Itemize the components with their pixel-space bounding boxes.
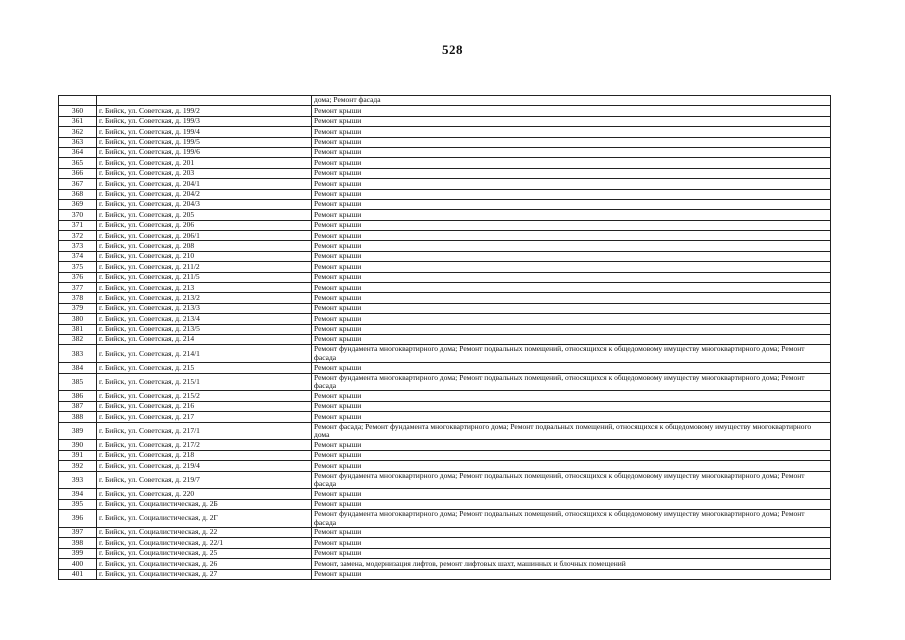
table-row <box>59 241 831 251</box>
work-type-cell: Ремонт крыши <box>312 303 831 313</box>
address-cell: г. Бийск, ул. Советская, д. 218 <box>97 450 312 460</box>
address-cell: г. Бийск, ул. Советская, д. 203 <box>97 168 312 178</box>
table-row <box>59 210 831 220</box>
table-row <box>59 231 831 241</box>
address-cell: г. Бийск, ул. Советская, д. 204/1 <box>97 179 312 189</box>
row-number-cell: 378 <box>59 293 97 303</box>
table-row <box>59 293 831 303</box>
table-row <box>59 373 831 391</box>
address-cell: г. Бийск, ул. Советская, д. 217/1 <box>97 422 312 440</box>
table-row <box>59 137 831 147</box>
work-type-cell: Ремонт крыши <box>312 314 831 324</box>
row-number-cell: 389 <box>59 422 97 440</box>
work-type-cell: Ремонт крыши <box>312 241 831 251</box>
row-number-cell: 363 <box>59 137 97 147</box>
table-row <box>59 116 831 126</box>
work-type-cell: Ремонт крыши <box>312 158 831 168</box>
row-number-cell: 394 <box>59 489 97 499</box>
address-cell: г. Бийск, ул. Советская, д. 211/2 <box>97 262 312 272</box>
work-type-cell: Ремонт крыши <box>312 231 831 241</box>
row-number-cell: 381 <box>59 324 97 334</box>
row-number-cell: 399 <box>59 548 97 558</box>
row-number-cell: 400 <box>59 559 97 569</box>
work-type-cell: Ремонт крыши <box>312 272 831 282</box>
work-type-cell: Ремонт крыши <box>312 450 831 460</box>
address-cell: г. Бийск, ул. Советская, д. 213/4 <box>97 314 312 324</box>
work-type-cell: Ремонт крыши <box>312 127 831 137</box>
row-number-cell: 395 <box>59 499 97 509</box>
address-cell: г. Бийск, ул. Советская, д. 219/4 <box>97 461 312 471</box>
table-row <box>59 559 831 569</box>
row-number-cell: 376 <box>59 272 97 282</box>
table-row <box>59 489 831 499</box>
work-type-cell: Ремонт крыши <box>312 324 831 334</box>
row-number-cell <box>59 96 97 106</box>
work-type-cell: Ремонт крыши <box>312 440 831 450</box>
table-row <box>59 527 831 537</box>
table-row <box>59 510 831 528</box>
row-number-cell: 387 <box>59 401 97 411</box>
address-cell: г. Бийск, ул. Советская, д. 213/5 <box>97 324 312 334</box>
table-row <box>59 363 831 373</box>
address-cell: г. Бийск, ул. Советская, д. 206/1 <box>97 231 312 241</box>
row-number-cell: 379 <box>59 303 97 313</box>
table-row <box>59 461 831 471</box>
address-cell: г. Бийск, ул. Советская, д. 213 <box>97 283 312 293</box>
table-row <box>59 538 831 548</box>
table-row <box>59 272 831 282</box>
row-number-cell: 367 <box>59 179 97 189</box>
work-type-cell: Ремонт крыши <box>312 262 831 272</box>
work-type-cell: дома; Ремонт фасада <box>312 96 831 106</box>
work-type-cell: Ремонт крыши <box>312 199 831 209</box>
address-cell: г. Бийск, ул. Советская, д. 204/2 <box>97 189 312 199</box>
row-number-cell: 371 <box>59 220 97 230</box>
address-cell: г. Бийск, ул. Социалистическая, д. 26 <box>97 559 312 569</box>
page-number: 528 <box>442 42 463 57</box>
address-cell: г. Бийск, ул. Советская, д. 201 <box>97 158 312 168</box>
table-row <box>59 324 831 334</box>
work-type-cell: Ремонт крыши <box>312 461 831 471</box>
work-type-cell: Ремонт крыши <box>312 334 831 344</box>
address-cell: г. Бийск, ул. Советская, д. 199/2 <box>97 106 312 116</box>
table-row <box>59 450 831 460</box>
row-number-cell: 369 <box>59 199 97 209</box>
row-number-cell: 366 <box>59 168 97 178</box>
address-cell: г. Бийск, ул. Социалистическая, д. 27 <box>97 569 312 579</box>
work-type-cell: Ремонт крыши <box>312 179 831 189</box>
table-row <box>59 168 831 178</box>
table-row <box>59 569 831 579</box>
work-type-cell: Ремонт крыши <box>312 293 831 303</box>
address-cell: г. Бийск, ул. Социалистическая, д. 22/1 <box>97 538 312 548</box>
address-cell: г. Бийск, ул. Советская, д. 199/3 <box>97 116 312 126</box>
table-row <box>59 499 831 509</box>
address-cell: г. Бийск, ул. Советская, д. 217/2 <box>97 440 312 450</box>
work-type-cell: Ремонт крыши <box>312 569 831 579</box>
table-row <box>59 199 831 209</box>
row-number-cell: 370 <box>59 210 97 220</box>
row-number-cell: 361 <box>59 116 97 126</box>
work-type-cell: Ремонт, замена, модернизация лифтов, ремонт лифтовых шахт, машинных и блочных помещений <box>312 559 831 569</box>
table-row <box>59 220 831 230</box>
address-cell: г. Бийск, ул. Социалистическая, д. 25 <box>97 548 312 558</box>
address-cell: г. Бийск, ул. Советская, д. 199/5 <box>97 137 312 147</box>
work-type-cell: Ремонт крыши <box>312 116 831 126</box>
table-row <box>59 147 831 157</box>
address-cell: г. Бийск, ул. Советская, д. 215/1 <box>97 373 312 391</box>
table-row <box>59 412 831 422</box>
registry-table <box>58 95 831 580</box>
row-number-cell: 384 <box>59 363 97 373</box>
work-type-cell: Ремонт крыши <box>312 363 831 373</box>
work-type-cell: Ремонт фундамента многоквартирного дома; Ремонт подвальных помещений, относящихся к общедомовому имуществу многоквартирного дома; Ремонт фасада <box>312 345 831 363</box>
work-type-cell: Ремонт крыши <box>312 412 831 422</box>
address-cell: г. Бийск, ул. Советская, д. 199/4 <box>97 127 312 137</box>
table-row <box>59 262 831 272</box>
row-number-cell: 396 <box>59 510 97 528</box>
row-number-cell: 374 <box>59 251 97 261</box>
row-number-cell: 375 <box>59 262 97 272</box>
row-number-cell: 365 <box>59 158 97 168</box>
address-cell: г. Бийск, ул. Советская, д. 217 <box>97 412 312 422</box>
work-type-cell: Ремонт крыши <box>312 168 831 178</box>
address-cell: г. Бийск, ул. Советская, д. 216 <box>97 401 312 411</box>
address-cell: г. Бийск, ул. Советская, д. 206 <box>97 220 312 230</box>
table-row <box>59 422 831 440</box>
table-row <box>59 345 831 363</box>
row-number-cell: 401 <box>59 569 97 579</box>
address-cell <box>97 96 312 106</box>
row-number-cell: 383 <box>59 345 97 363</box>
work-type-cell: Ремонт крыши <box>312 548 831 558</box>
row-number-cell: 398 <box>59 538 97 548</box>
table-row <box>59 106 831 116</box>
table-row <box>59 391 831 401</box>
work-type-cell: Ремонт крыши <box>312 137 831 147</box>
table-row <box>59 314 831 324</box>
work-type-cell: Ремонт крыши <box>312 527 831 537</box>
address-cell: г. Бийск, ул. Советская, д. 199/6 <box>97 147 312 157</box>
work-type-cell: Ремонт крыши <box>312 283 831 293</box>
table-row <box>59 179 831 189</box>
row-number-cell: 360 <box>59 106 97 116</box>
work-type-cell: Ремонт крыши <box>312 499 831 509</box>
address-cell: г. Бийск, ул. Советская, д. 214/1 <box>97 345 312 363</box>
table-row <box>59 96 831 106</box>
address-cell: г. Бийск, ул. Советская, д. 211/5 <box>97 272 312 282</box>
row-number-cell: 377 <box>59 283 97 293</box>
work-type-cell: Ремонт крыши <box>312 391 831 401</box>
table-row <box>59 283 831 293</box>
address-cell: г. Бийск, ул. Советская, д. 214 <box>97 334 312 344</box>
work-type-cell: Ремонт крыши <box>312 210 831 220</box>
work-type-cell: Ремонт крыши <box>312 220 831 230</box>
work-type-cell: Ремонт крыши <box>312 147 831 157</box>
address-cell: г. Бийск, ул. Социалистическая, д. 22 <box>97 527 312 537</box>
row-number-cell: 372 <box>59 231 97 241</box>
address-cell: г. Бийск, ул. Советская, д. 208 <box>97 241 312 251</box>
row-number-cell: 392 <box>59 461 97 471</box>
work-type-cell: Ремонт крыши <box>312 538 831 548</box>
row-number-cell: 390 <box>59 440 97 450</box>
address-cell: г. Бийск, ул. Советская, д. 213/2 <box>97 293 312 303</box>
address-cell: г. Бийск, ул. Социалистическая, д. 2Г <box>97 510 312 528</box>
table-row <box>59 189 831 199</box>
work-type-cell: Ремонт крыши <box>312 106 831 116</box>
address-cell: г. Бийск, ул. Советская, д. 205 <box>97 210 312 220</box>
row-number-cell: 382 <box>59 334 97 344</box>
address-cell: г. Бийск, ул. Советская, д. 215 <box>97 363 312 373</box>
row-number-cell: 373 <box>59 241 97 251</box>
work-type-cell: Ремонт крыши <box>312 401 831 411</box>
table-row <box>59 440 831 450</box>
work-type-cell: Ремонт фундамента многоквартирного дома; Ремонт подвальных помещений, относящихся к общедомовому имуществу многоквартирного дома; Ремонт фасада <box>312 373 831 391</box>
address-cell: г. Бийск, ул. Советская, д. 204/3 <box>97 199 312 209</box>
work-type-cell: Ремонт фасада; Ремонт фундамента многоквартирного дома; Ремонт подвальных помещений, относящихся к общедомовому имуществу многоквартирного дома <box>312 422 831 440</box>
work-type-cell: Ремонт крыши <box>312 251 831 261</box>
row-number-cell: 393 <box>59 471 97 489</box>
table-row <box>59 127 831 137</box>
table-row <box>59 471 831 489</box>
address-cell: г. Бийск, ул. Советская, д. 213/3 <box>97 303 312 313</box>
row-number-cell: 397 <box>59 527 97 537</box>
address-cell: г. Бийск, ул. Советская, д. 220 <box>97 489 312 499</box>
work-type-cell: Ремонт фундамента многоквартирного дома; Ремонт подвальных помещений, относящихся к общедомовому имуществу многоквартирного дома; Ремонт фасада <box>312 471 831 489</box>
table-row <box>59 303 831 313</box>
table-row <box>59 251 831 261</box>
address-cell: г. Бийск, ул. Советская, д. 215/2 <box>97 391 312 401</box>
table-row <box>59 401 831 411</box>
address-cell: г. Бийск, ул. Социалистическая, д. 2Б <box>97 499 312 509</box>
row-number-cell: 385 <box>59 373 97 391</box>
row-number-cell: 380 <box>59 314 97 324</box>
row-number-cell: 362 <box>59 127 97 137</box>
work-type-cell: Ремонт крыши <box>312 189 831 199</box>
row-number-cell: 364 <box>59 147 97 157</box>
row-number-cell: 368 <box>59 189 97 199</box>
row-number-cell: 391 <box>59 450 97 460</box>
row-number-cell: 388 <box>59 412 97 422</box>
registry-table-body <box>59 96 831 580</box>
address-cell: г. Бийск, ул. Советская, д. 210 <box>97 251 312 261</box>
table-row <box>59 158 831 168</box>
address-cell: г. Бийск, ул. Советская, д. 219/7 <box>97 471 312 489</box>
row-number-cell: 386 <box>59 391 97 401</box>
table-row <box>59 334 831 344</box>
work-type-cell: Ремонт фундамента многоквартирного дома; Ремонт подвальных помещений, относящихся к общедомовому имуществу многоквартирного дома; Ремонт фасада <box>312 510 831 528</box>
work-type-cell: Ремонт крыши <box>312 489 831 499</box>
table-row <box>59 548 831 558</box>
